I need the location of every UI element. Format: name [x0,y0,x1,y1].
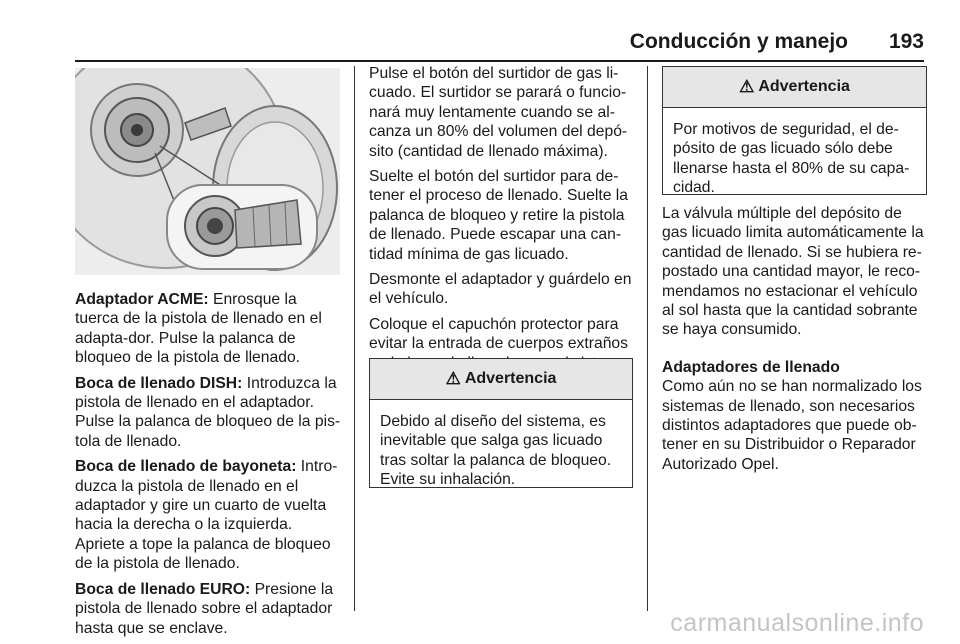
page-header [0,22,960,62]
paragraph: Coloque el capuchón protector para evitar la entrada de cuerpos extraños [369,315,628,353]
warning-box [369,358,633,488]
paragraph: La válvula múltiple del depósito de gas licuado limita automáticamente la cantidad de llenado. Si se hubiera re‐postado una cantidad mayor, le reco‐mendamos no estacionar el vehículo al sol hasta que la cantidad sobrante se haya consumido. [662,205,924,339]
paragraph-text: Como aún no se han normalizado los sistemas de llenado, son necesarios distintos adaptadores que puede ob‐tener en su Distribuidor o Reparador Autorizado Opel. [662,378,922,473]
header-rule [75,60,924,62]
paragraph-acme [75,290,341,368]
column-3 [662,204,927,480]
paragraph-text: Intro‐duzca la pistola de llenado en el adaptador y gire un cuarto de vuelta hacia la derecha o la izquierda. Apriete a tope la palanca de bloqueo de la pistola de llenado. [75,458,338,573]
paragraph-bayonet [75,457,341,573]
column-1 [75,290,341,644]
paragraph-euro [75,580,341,638]
lpg-adapter-illustration [75,68,340,275]
paragraph-adapters [662,358,927,474]
paragraph-lead: Boca de llenado DISH: [75,374,243,392]
paragraph-lead: Adaptador ACME: [75,291,209,308]
page-number: 193 [888,30,924,53]
lpg-adapter-drawing [75,68,340,275]
paragraph-lead: Boca de llenado EURO: [75,580,251,598]
warning-box [662,66,927,195]
watermark: carmanualsonline.info [670,609,924,637]
warning-triangle-icon: ⚠ [445,369,461,388]
warning-title: Advertencia [758,78,850,95]
paragraph-text: Enrosque la tuerca de la pistola de llenado en el adapta‐dor. Pulse la palanca de bloqueo de la pistola de llenado. [75,291,322,367]
paragraph: Desmonte el adaptador y guárdelo en el vehículo. [369,271,632,308]
paragraph: Pulse el botón del surtidor de gas li‐cuado. El surtidor se parará o funcio‐nará muy lentamente cuando se al‐canza un 80% del volumen del depó‐sito (cantidad de llenado máxima). [369,65,628,160]
warning-header [370,359,632,400]
column-divider [647,66,648,611]
paragraph-text: Introduzca la pistola de llenado en el adaptador. Pulse la palanca de bloqueo de la pis‐tola de llenado. [75,374,341,450]
section-title: Conducción y manejo [629,30,848,53]
subheading: Adaptadores de llenado [662,358,840,376]
column-divider [354,66,355,611]
paragraph: Suelte el botón del surtidor para de‐tener el proceso de llenado. Suelte la palanca de bloqueo y retire la pistola de llenado. Puede escapar una can‐tidad mínima de gas licuado. [369,168,629,263]
paragraph-dish [75,374,341,452]
warning-triangle-icon: ⚠ [739,77,755,96]
warning-text: Por motivos de seguridad, el de‐pósito de gas licuado sólo debe llenarse hasta el 80% de su capa‐cidad. [673,121,910,197]
warning-text: Debido al diseño del sistema, es inevitable que salga gas licuado tras soltar la palanca de bloqueo. Evite su inhalación. [380,413,612,489]
column-2 [369,64,633,379]
paragraph-lead: Boca de llenado de bayoneta: [75,458,297,476]
warning-header [663,67,926,108]
paragraph-text: Presione la pistola de llenado sobre el adaptador hasta que se enclave. [75,580,334,637]
warning-title: Advertencia [464,370,557,387]
